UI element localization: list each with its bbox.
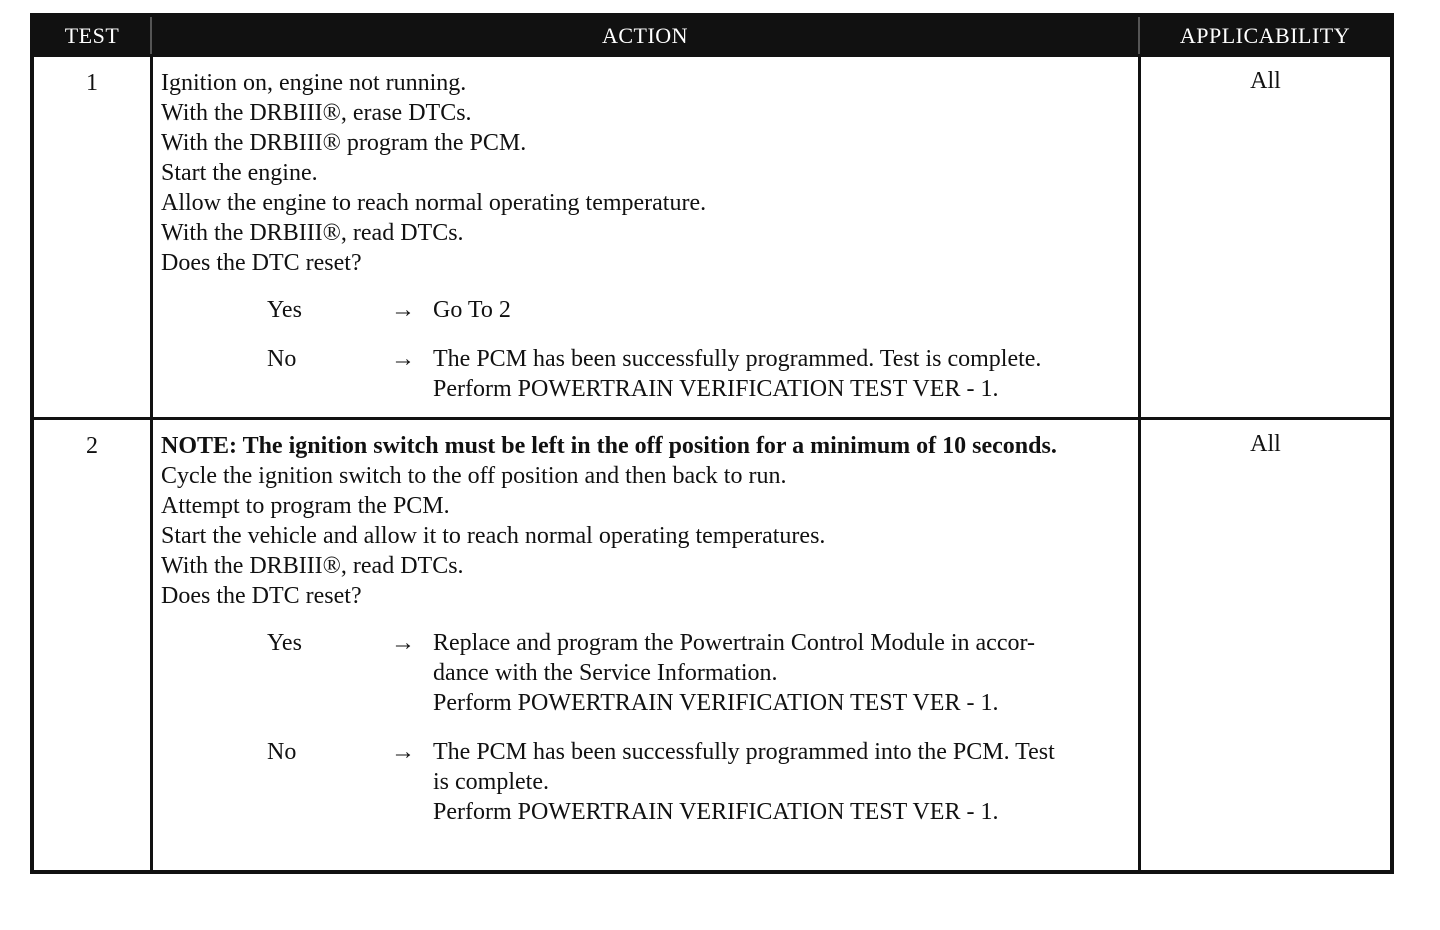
outcome-label: No xyxy=(267,346,297,372)
outcome-result: The PCM has been successfully programmed into the PCM. Test is complete. Perform POWERTRAIN VERIFICATION TEST VER - 1. xyxy=(433,739,1055,825)
table-header-row xyxy=(34,17,1390,54)
outcome-result: Go To 2 xyxy=(433,297,511,323)
action-step: Does the DTC reset? xyxy=(161,583,362,609)
right-arrow-icon: → xyxy=(391,739,415,765)
action-step: Start the engine. xyxy=(161,160,318,186)
outcome-label: Yes xyxy=(267,297,302,323)
action-step: Does the DTC reset? xyxy=(161,250,362,276)
action-step: Attempt to program the PCM. xyxy=(161,493,450,519)
test-number: 1 xyxy=(86,70,98,96)
applicability-column-header: APPLICABILITY xyxy=(1138,17,1390,54)
test-action-table xyxy=(30,13,1394,874)
action-content xyxy=(150,57,1138,417)
action-step: Ignition on, engine not running. xyxy=(161,70,467,96)
outcomes xyxy=(267,628,1130,827)
action-step: Cycle the ignition switch to the off position and then back to run. xyxy=(161,463,787,489)
outcome-no xyxy=(267,737,1130,827)
test-number: 2 xyxy=(86,433,98,459)
outcome-label: Yes xyxy=(267,630,302,656)
right-arrow-icon: → xyxy=(391,297,415,323)
applicability-value: All xyxy=(1138,420,1390,870)
outcome-no xyxy=(267,344,1130,404)
right-arrow-icon: → xyxy=(391,346,415,372)
outcome-label: No xyxy=(267,739,297,765)
note-text: NOTE: The ignition switch must be left in the off position for a minimum of 10 seconds. xyxy=(161,433,1057,459)
outcome-yes xyxy=(267,295,1130,325)
outcomes xyxy=(267,295,1130,404)
table-row xyxy=(34,417,1390,870)
action-column-header: ACTION xyxy=(150,17,1138,54)
right-arrow-icon: → xyxy=(391,630,415,656)
table-row xyxy=(34,54,1390,417)
action-content xyxy=(150,420,1138,870)
test-column-header: TEST xyxy=(64,22,120,48)
applicability-value: All xyxy=(1138,57,1390,417)
outcome-yes xyxy=(267,628,1130,718)
action-step: With the DRBIII® program the PCM. xyxy=(161,130,527,156)
action-step: With the DRBIII®, read DTCs. xyxy=(161,220,464,246)
action-step: With the DRBIII®, read DTCs. xyxy=(161,553,464,579)
outcome-result: The PCM has been successfully programmed. Test is complete. Perform POWERTRAIN VERIFICATION TEST VER - 1. xyxy=(433,346,1042,402)
action-step: With the DRBIII®, erase DTCs. xyxy=(161,100,472,126)
action-step: Start the vehicle and allow it to reach normal operating temperatures. xyxy=(161,523,826,549)
outcome-result: Replace and program the Powertrain Control Module in accor- dance with the Service Information. Perform POWERTRAIN VERIFICATION TEST VER - 1. xyxy=(433,630,1035,716)
action-step: Allow the engine to reach normal operating temperature. xyxy=(161,190,707,216)
